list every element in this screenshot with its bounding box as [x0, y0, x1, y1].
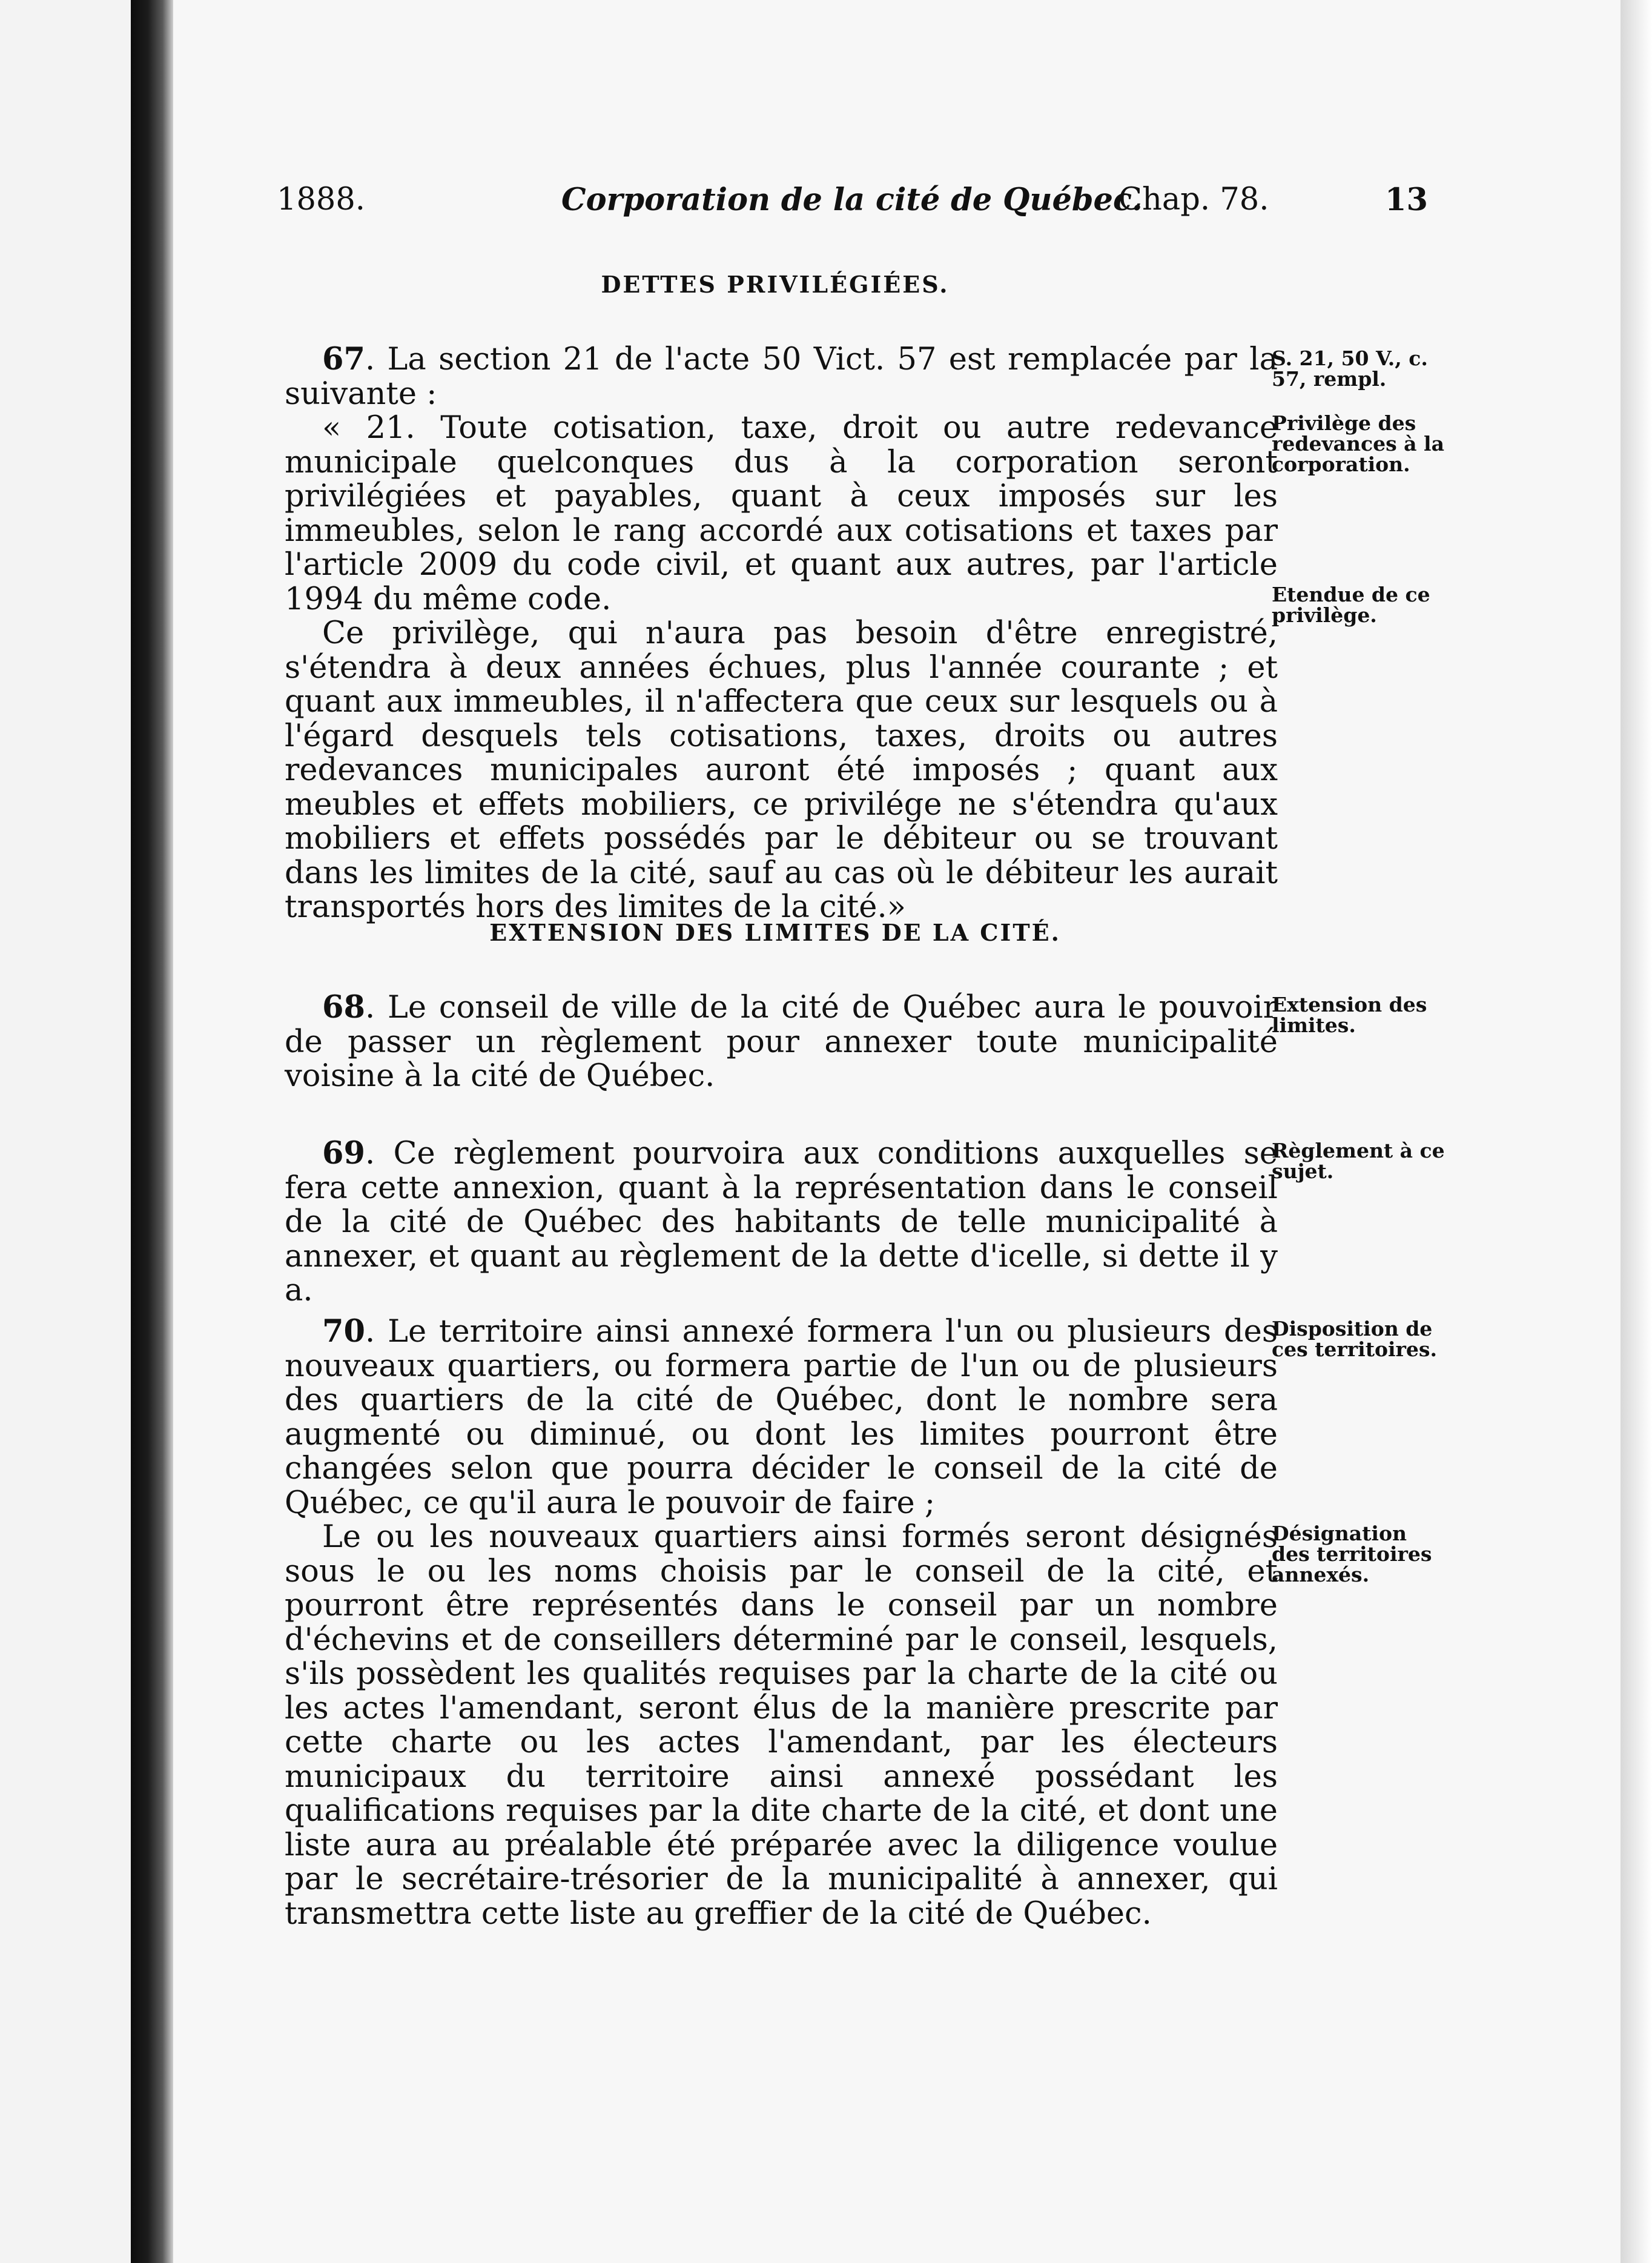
section-number: 69	[322, 1135, 365, 1171]
running-head-chapter: Chap. 78.	[1118, 182, 1269, 217]
book-gutter	[131, 0, 173, 2263]
section-67-intro: 67. La section 21 de l'acte 50 Vict. 57 est remplacée par la suivante :	[285, 341, 1278, 412]
section-68: 68. Le conseil de ville de la cité de Québec aura le pouvoir de passer un règlement pour annexer toute municipalité voisine à la cité de Québec.	[285, 989, 1278, 1094]
page-edge	[1621, 0, 1652, 2263]
margin-note: Désignation des territoires annexés.	[1272, 1522, 1432, 1586]
section-number: 68	[322, 989, 365, 1025]
running-head	[277, 176, 1427, 224]
section-number: 67	[322, 341, 365, 377]
running-head-year: 1888.	[277, 182, 366, 217]
margin-note: Privilège des redevances à la corporation.	[1272, 411, 1444, 476]
margin-note: Règlement à ce sujet.	[1272, 1139, 1445, 1183]
section-70: 70. Le territoire ainsi annexé formera l'un ou plusieurs des nouveaux quartiers, ou formera partie de l'un ou de plusieurs des quartiers de la cité de Québec, dont le nombre sera augmenté ou diminué, ou dont les limites pourront être changées selon que pourra décider le conseil de la cité de Québec, ce qu'il aura le pouvoir de faire ; Le ou les nouveaux quartiers ainsi formés seront désignés sous le ou les noms choisis par le conseil de la cité, et pourront être représentés dans le conseil par un nombre d'échevins et de conseillers déterminé par le conseil, lesquels, s'ils possèdent les qualités requises par la charte de la cité ou les actes l'amendant, seront élus de la manière prescrite par cette charte ou les actes l'amendant, par les électeurs municipaux du territoire ainsi annexé possédant les qualifications requises par la dite charte de la cité, et dont une liste aura au préalable été préparée avec la diligence voulue par le secrétaire-trésorier de la municipalité à annexer, qui transmettra cette liste au greffier de la cité de Québec.	[285, 1313, 1278, 1932]
heading-dettes: DETTES PRIVILÉGIÉES.	[601, 271, 950, 298]
margin-note: Disposition de ces territoires.	[1272, 1317, 1437, 1361]
section-67-para-1: « 21. Toute cotisation, taxe, droit ou autre redevance municipale quelconques dus à la corporation seront privilégiées et payables, quant à ceux imposés sur les immeubles, selon le rang accordé aux cotisations et taxes par l'article 2009 du code civil, et quant aux autres, par l'article 1994 du même code.	[285, 410, 1278, 617]
margin-note: Extension des limites.	[1272, 993, 1427, 1037]
heading-extension: EXTENSION DES LIMITES DE LA CITÉ.	[489, 919, 1061, 946]
margin-note: S. 21, 50 V., c. 57, rempl.	[1272, 346, 1428, 391]
section-69: 69. Ce règlement pourvoira aux conditions auxquelles se fera cette annexion, quant à la représentation dans le conseil de la cité de Québec des habitants de telle municipalité à annexer, et quant au règlement de la dette d'icelle, si dette il y a.	[285, 1135, 1278, 1308]
section-number: 70	[322, 1313, 365, 1350]
previous-page-edge	[0, 0, 131, 2263]
section-67-para-2: Ce privilège, qui n'aura pas besoin d'être enregistré, s'étendra à deux années échues, plus l'année courante ; et quant aux immeubles, il n'affectera que ceux sur lesquels ou à l'égard desquels tels cotisations, taxes, droits ou autres redevances municipales auront été imposés ; quant aux meubles et effets mobiliers, ce privilége ne s'étendra qu'aux mobiliers et effets possédés par le débiteur ou se trouvant dans les limites de la cité, sauf au cas où le débiteur les aurait transportés hors des limites de la cité.»	[285, 615, 1278, 925]
running-head-title: Corporation de la cité de Québec.	[561, 182, 1143, 218]
margin-note: Etendue de ce privilège.	[1272, 583, 1430, 627]
page-number: 13	[1385, 182, 1428, 218]
section-67	[285, 342, 1278, 925]
section-70-para-2: Le ou les nouveaux quartiers ainsi formés seront désignés sous le ou les noms choisis par le conseil de la cité, et pourront être représentés dans le conseil par un nombre d'échevins et de conseillers déterminé par le conseil, lesquels, s'ils possèdent les qualités requises par la charte de la cité ou les actes l'amendant, seront élus de la manière prescrite par cette charte ou les actes l'amendant, par les électeurs municipaux du territoire ainsi annexé possédant les qualifications requises par la dite charte de la cité, et dont une liste aura au préalable été préparée avec la diligence voulue par le secrétaire-trésorier de la municipalité à annexer, qui transmettra cette liste au greffier de la cité de Québec.	[285, 1519, 1278, 1932]
